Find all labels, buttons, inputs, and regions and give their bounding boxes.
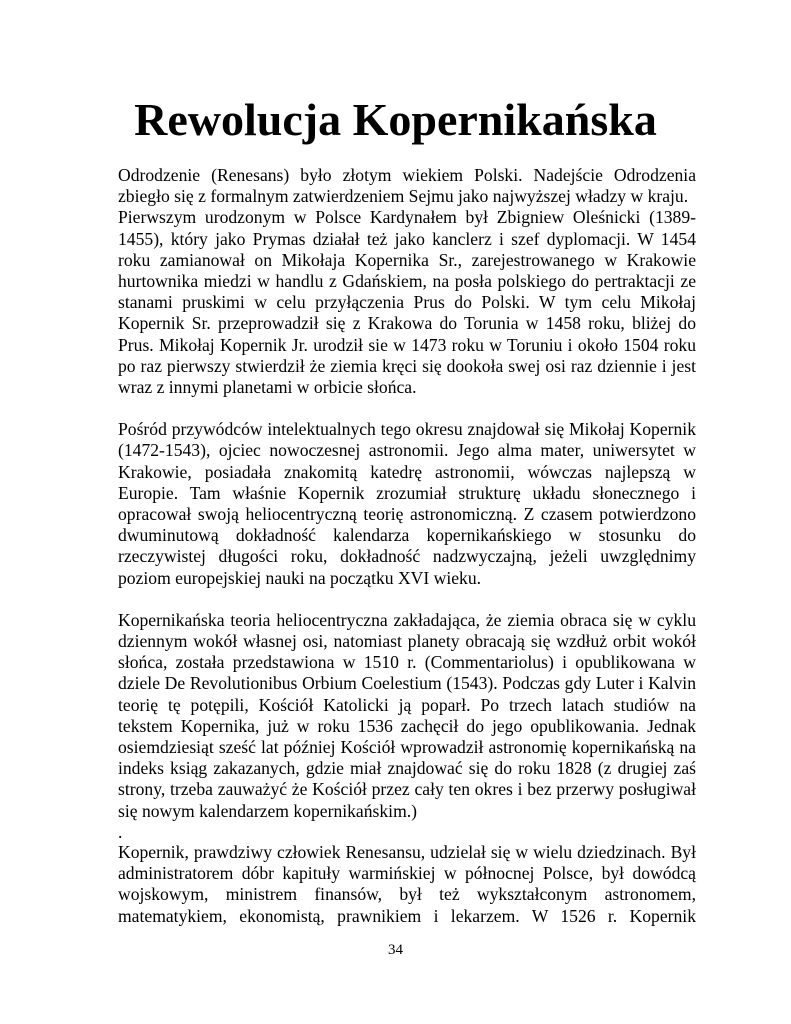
text-line: rzeczywistej długości roku, dokładność nadzwyczajną, jeżeli uwzględnimy [118, 546, 696, 567]
paragraph-heliocentric-theory [118, 610, 696, 822]
paragraph-copernicus-intro [118, 419, 696, 589]
text-line: poziom europejskiej nauki na początku XVI wieku. [118, 567, 482, 588]
text-line: słońca, została przedstawiona w 1510 r. (Commentariolus) i opublikowana w [118, 652, 696, 673]
text-line: dziennym wokół własnej osi, natomiast planety obracają się wzdłuż orbit wokół [118, 631, 696, 652]
text-line: osiemdziesiąt sześć lat później Kościół wprowadził astronomię kopernikańską na [118, 737, 696, 758]
text-line: dwuminutową dokładność kalendarza kopernikańskiego w stosunku do [118, 525, 696, 546]
paragraph-gap [118, 398, 696, 419]
text-line: stanami pruskimi w celu przyłączenia Prus do Polski. W tym celu Mikołaj [118, 292, 696, 313]
text-line: Krakowie, posiadała znakomitą katedrę astronomii, wówczas najlepszą w [118, 461, 696, 482]
text-line: Kopernik Sr. przeprowadził się z Krakowa do Torunia w 1458 roku, bliżej do [118, 313, 696, 334]
text-line: Kopernikańska teoria heliocentryczna zakładająca, że ziemia obraca się w cyklu [118, 609, 696, 630]
text-line: administratorem dóbr kapituły warmińskiej w północnej Polsce, był dowódcą [118, 863, 696, 884]
text-line: Pośród przywódców intelektualnych tego okresu znajdował się Mikołaj Kopernik [118, 419, 696, 440]
text-line: teorię tę potępili, Kościół Katolicki ją poparł. Po trzech latach studiów na [118, 694, 696, 715]
text-line: roku zamianował on Mikołaja Kopernika Sr., zarejestrowanego w Krakowie [118, 249, 696, 270]
text-line: dziele De Revolutionibus Orbium Coelestium (1543). Podczas gdy Luter i Kalvin [118, 673, 696, 694]
text-line: strony, trzeba zauważyć że Kościół przez cały ten okres i bez przerwy posługiwał [118, 779, 696, 800]
text-line: opracował swoją heliocentryczną teorię astronomiczną. Z czasem potwierdzono [118, 504, 696, 525]
text-line: matematykiem, ekonomistą, prawnikiem i lekarzem. W 1526 r. Kopernik [118, 905, 696, 926]
text-line: indeks ksiąg zakazanych, gdzie miał znajdować się do roku 1828 (z drugiej zaś [118, 758, 696, 779]
text-line: 1455), który jako Prymas działał też jako kanclerz i szef dyplomacji. W 1454 [118, 228, 696, 249]
text-line: zbiegło się z formalnym zatwierdzeniem Sejmu jako najwyższej władzy w kraju. [118, 186, 689, 207]
text-line: wojskowym, ministrem finansów, był też wykształconym astronomem, [118, 884, 696, 905]
text-line: Odrodzenie (Renesans) było złotym wiekiem Polski. Nadejście Odrodzenia [118, 165, 696, 185]
text-line: (1472-1543), ojciec nowoczesnej astronomii. Jego alma mater, uniwersytet w [118, 440, 696, 461]
paragraph-gap [118, 589, 696, 610]
text-line: po raz pierwszy stwierdził że ziemia kręci się dookoła swej osi raz dziennie i jest [118, 355, 696, 376]
document-body [118, 165, 696, 927]
text-line: Kopernik, prawdziwy człowiek Renesansu, udzielał się w wielu dziedzinach. Był [118, 841, 696, 862]
text-line: hurtownika miedzi w handlu z Gdańskiem, na posła polskiego do pertraktacji ze [118, 271, 696, 292]
page-title: Rewolucja Kopernikańska [134, 94, 657, 145]
paragraph-renaissance [118, 165, 696, 398]
text-line: się nowym kalendarzem kopernikańskim.) [118, 800, 418, 821]
paragraph-renaissance-man [118, 842, 696, 927]
text-line: Prus. Mikołaj Kopernik Jr. urodził sie w 1473 roku w Toruniu i około 1504 roku [118, 334, 696, 355]
text-line: tekstem Kopernika, już w roku 1536 zachęcił do jego opublikowania. Jednak [118, 715, 696, 736]
text-line: wraz z innymi planetami w orbicie słońca. [118, 377, 417, 398]
separator-dot: . [118, 821, 123, 842]
text-line: Europie. Tam właśnie Kopernik zrozumiał strukturę układu słonecznego i [118, 482, 696, 503]
page-number: 34 [388, 942, 403, 958]
text-line: Pierwszym urodzonym w Polsce Kardynałem był Zbigniew Oleśnicki (1389- [118, 207, 696, 228]
